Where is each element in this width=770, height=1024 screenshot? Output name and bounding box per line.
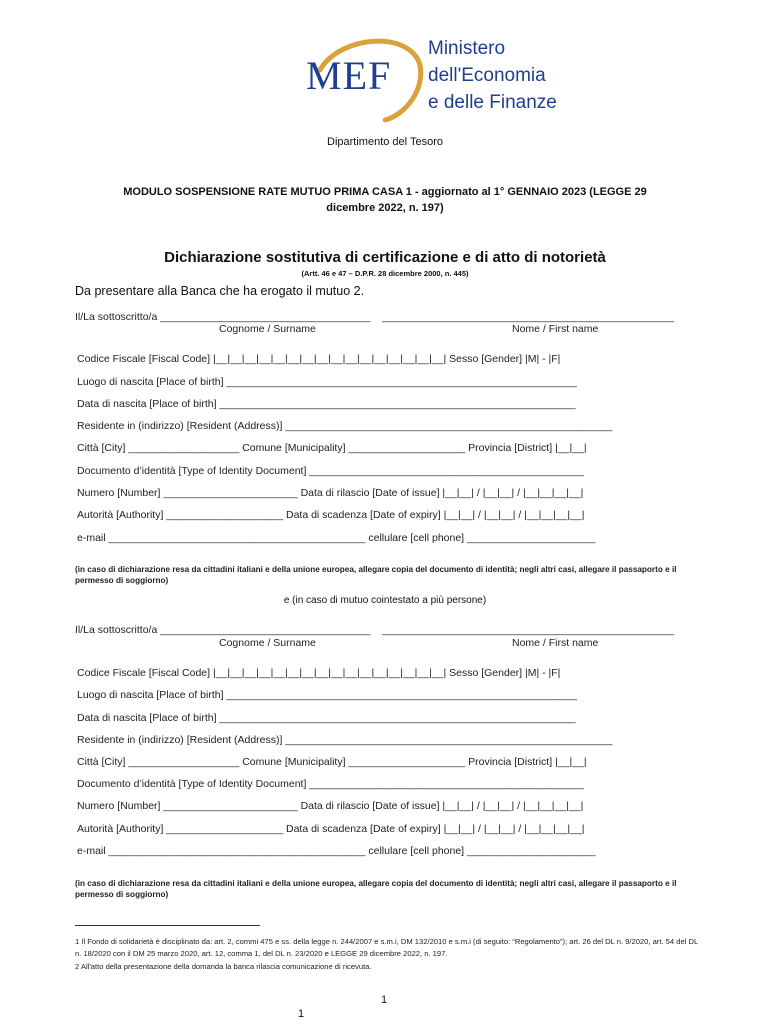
birth-date-field-1[interactable]: Data di nascita [Place of birth] _____________________________________________________________ [77, 398, 576, 410]
birth-date-field-2[interactable]: Data di nascita [Place of birth] _____________________________________________________________ [77, 712, 576, 724]
residence-field-1[interactable]: Residente in (indirizzo) [Resident (Address)] ________________________________________________________ [77, 420, 613, 432]
id-document-field-2[interactable]: Documento d’identità [Type of Identity Document] _______________________________________________ [77, 778, 584, 790]
surname-label-2: Cognome / Surname [219, 637, 316, 649]
declaration-title: Dichiarazione sostitutiva di certificazione e di atto di notorietà [164, 249, 606, 266]
undersigned-2: Il/La sottoscritto/a ____________________________________ __________________________________________________ [75, 624, 675, 636]
module-title-line-1: MODULO SOSPENSIONE RATE MUTUO PRIMA CASA 1 - aggiornato al 1° GENNAIO 2023 (LEGGE 29 [123, 186, 647, 198]
present-to-bank: Da presentare alla Banca che ha erogato il mutuo 2. [75, 284, 365, 298]
id-document-field-1[interactable]: Documento d’identità [Type of Identity Document] _______________________________________________ [77, 465, 584, 477]
residence-field-2[interactable]: Residente in (indirizzo) [Resident (Address)] ________________________________________________________ [77, 734, 613, 746]
firstname-label-2: Nome / First name [512, 637, 599, 649]
email-field-2[interactable]: e-mail ____________________________________________ cellulare [cell phone] ______________________ [77, 845, 596, 857]
authority-field-1[interactable]: Autorità [Authority] ____________________ Data di scadenza [Date of expiry] |__|__| / |__|__| / |__|__|__|__| [77, 509, 585, 521]
declaration-subtitle: (Artt. 46 e 47 – D.P.R. 28 dicembre 2000, n. 445) [301, 269, 469, 278]
department: Dipartimento del Tesoro [327, 136, 443, 148]
footnote-separator [75, 925, 260, 926]
email-field-1[interactable]: e-mail ____________________________________________ cellulare [cell phone] ______________________ [77, 532, 596, 544]
city-field-2[interactable]: Città [City] ___________________ Comune [Municipality] ____________________ Provincia [District] |__|__| [77, 756, 587, 768]
firstname-label-1: Nome / First name [512, 323, 599, 335]
mef-logo-acronym: MEF [306, 53, 392, 98]
attachment-note-1: (in caso di dichiarazione resa da cittadini italiani e della unione europea, allegare copia del documento di identità; negli altri casi, allegare il passaporto e il permesso di soggiorno) [75, 565, 677, 585]
logo-line-3: e delle Finanze [428, 92, 557, 113]
fiscal-code-field-2[interactable]: Codice Fiscale [Fiscal Code] |__|__|__|__|__|__|__|__|__|__|__|__|__|__|__|__| Sesso [Gender] |M| - |F| [77, 667, 561, 679]
document-number-field-1[interactable]: Numero [Number] _______________________ Data di rilascio [Date of issue] |__|__| / |__|__| / |__|__|__|__| [77, 487, 584, 499]
document-number-field-2[interactable]: Numero [Number] _______________________ Data di rilascio [Date of issue] |__|__| / |__|__| / |__|__|__|__| [77, 800, 584, 812]
authority-field-2[interactable]: Autorità [Authority] ____________________ Data di scadenza [Date of expiry] |__|__| / |__|__| / |__|__|__|__| [77, 823, 585, 835]
logo-line-2: dell'Economia [428, 65, 546, 86]
footnote-2: 2 All'atto della presentazione della domanda la banca rilascia comunicazione di ricevuta. [75, 962, 372, 971]
undersigned-1: Il/La sottoscritto/a ____________________________________ __________________________________________________ [75, 311, 675, 323]
footnote-1: 1 Il Fondo di solidarietà è disciplinato da: art. 2, commi 475 e ss. della legge n. 244/2007 e s.m.i, DM 132/2010 e s.m.i (di seguito: “Regolamento”); art. 26 del DL n. 9/2020, art. 54 del DL n. 18/2020 con il DM 25 marzo 2020, art. 12, comma 1, del DL n. 23/2020 e LEGGE 29 dicembre 2022, n. 197. [75, 937, 698, 958]
surname-label-1: Cognome / Surname [219, 323, 316, 335]
city-field-1[interactable]: Città [City] ___________________ Comune [Municipality] ____________________ Provincia [District] |__|__| [77, 442, 587, 454]
birth-place-field-2[interactable]: Luogo di nascita [Place of birth] ____________________________________________________________ [77, 689, 577, 701]
page-number-top: 1 [381, 994, 388, 1006]
attachment-note-2: (in caso di dichiarazione resa da cittadini italiani e della unione europea, allegare copia del documento di identità; negli altri casi, allegare il passaporto e il permesso di soggiorno) [75, 879, 677, 899]
joint-mortgage-label: e (in caso di mutuo cointestato a più persone) [283, 595, 487, 606]
fiscal-code-field-1[interactable]: Codice Fiscale [Fiscal Code] |__|__|__|__|__|__|__|__|__|__|__|__|__|__|__|__| Sesso [Gender] |M| - |F| [77, 353, 561, 365]
logo-line-1: Ministero [428, 38, 506, 59]
page-number-bottom: 1 [298, 1008, 305, 1020]
birth-place-field-1[interactable]: Luogo di nascita [Place of birth] ____________________________________________________________ [77, 376, 577, 388]
module-title-line-2: dicembre 2022, n. 197) [326, 202, 444, 214]
